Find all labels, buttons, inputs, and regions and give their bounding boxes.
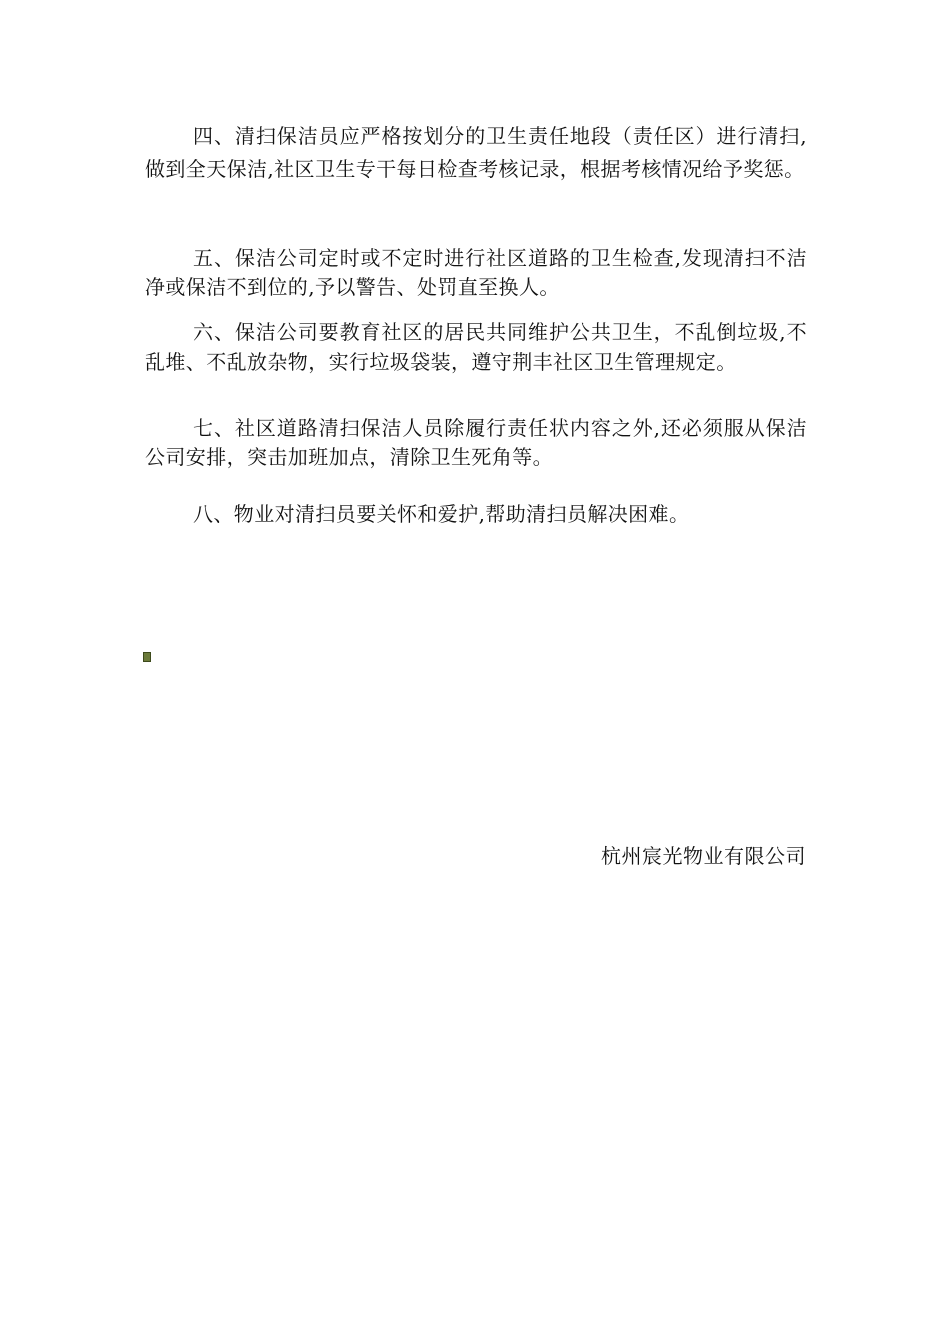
clause-four: 四、清扫保洁员应严格按划分的卫生责任地段（责任区）进行清扫,做到全天保洁,社区卫生专干每日检查考核记录，根据考核情况给予奖惩。: [145, 124, 807, 181]
clause-seven: 七、社区道路清扫保洁人员除履行责任状内容之外,还必须服从保洁公司安排，突击加班加点，清除卫生死角等。: [145, 416, 807, 469]
clause-five: 五、保洁公司定时或不定时进行社区道路的卫生检查,发现清扫不洁净或保洁不到位的,予以警告、处罚直至换人。: [145, 246, 807, 299]
small-image-mark-icon: [143, 652, 151, 662]
company-signature: 杭州宸光物业有限公司: [601, 844, 806, 868]
clause-six: 六、保洁公司要教育社区的居民共同维护公共卫生，不乱倒垃圾,不乱堆、不乱放杂物，实行垃圾袋装，遵守荆丰社区卫生管理规定。: [145, 320, 807, 374]
clause-eight: 八、物业对清扫员要关怀和爱护,帮助清扫员解决困难。: [193, 502, 690, 526]
